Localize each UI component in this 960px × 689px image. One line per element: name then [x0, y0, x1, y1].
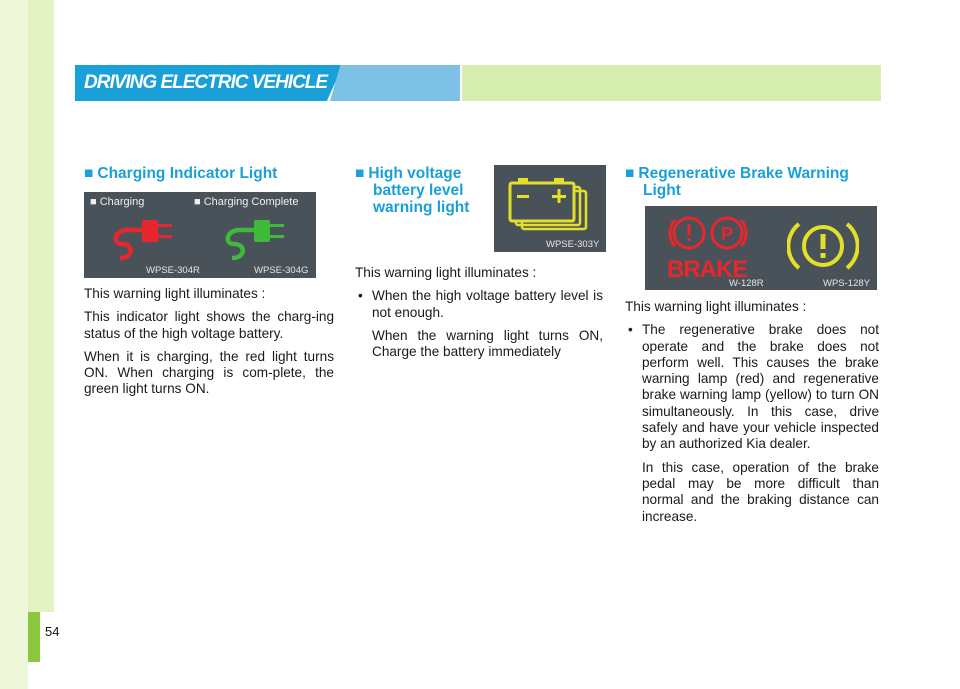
- battery-code: WPSE-303Y: [546, 239, 600, 250]
- code-left: WPSE-304R: [146, 265, 200, 276]
- brake-warning-icon: [667, 214, 751, 280]
- battery-warning-panel: [494, 165, 606, 252]
- green-plug-icon: [224, 214, 294, 262]
- charging-complete-label: ■ Charging Complete: [194, 196, 299, 208]
- regen-brake-heading: ■ Regenerative Brake Warning Light: [625, 165, 887, 199]
- brake-code-left: W-128R: [729, 278, 764, 289]
- sub-paragraph: In this case, operation of the brake pedal may be more difficult than normal and the braking distance can increase.: [642, 459, 879, 524]
- heading-line: Light: [643, 182, 681, 199]
- intro: This warning light illuminates :: [355, 265, 537, 280]
- heading-line: battery level: [373, 182, 464, 199]
- intro: This warning light illuminates :: [625, 299, 807, 314]
- heading-line: warning light: [373, 199, 470, 216]
- charging-indicator-title: Charging Indicator Light: [97, 165, 278, 182]
- paragraph: This indicator light shows the charg-ing status of the high voltage battery.: [84, 309, 334, 341]
- charging-indicator-text: [84, 286, 334, 405]
- side-band: [28, 0, 54, 612]
- charging-label: ■ Charging: [90, 196, 145, 208]
- regen-brake-icon: [787, 218, 859, 274]
- page-edge: [0, 0, 28, 689]
- bullet-item: • The regenerative brake does not operate and the brake does not perform well. This causes the brake warning lamp (red) and regenerative brake warning lamp (yellow) to turn ON simultaneously. In this case, drive safely and have your vehicle inspected by an authorized Kia dealer.: [625, 322, 879, 452]
- battery-warning-text: [355, 265, 603, 367]
- paragraph: This warning light illuminates :: [84, 286, 266, 301]
- regen-brake-text: [625, 299, 879, 532]
- bullet-item: • When the high voltage battery level is not enough.: [355, 288, 603, 321]
- page-number-marker: [28, 612, 40, 662]
- svg-text:P: P: [721, 224, 734, 244]
- charging-indicator-heading: ■ Charging Indicator Light: [84, 165, 278, 182]
- battery-warning-heading: ■ High voltage battery level warning light: [355, 165, 495, 216]
- page-number: 54: [45, 624, 60, 639]
- red-plug-icon: [112, 214, 182, 262]
- paragraph: When it is charging, the red light turns ON. When charging is com-plete, the green light turns ON.: [84, 348, 334, 397]
- brake-text: BRAKE: [667, 256, 748, 280]
- regen-brake-panel: [645, 206, 877, 290]
- header-band: [462, 65, 881, 101]
- brake-code-right: WPS-128Y: [823, 278, 870, 289]
- heading-line: Regenerative Brake Warning: [638, 165, 849, 182]
- section-title: DRIVING ELECTRIC VEHICLE: [84, 72, 328, 93]
- battery-icon: [508, 177, 592, 235]
- charging-indicator-panel: [84, 192, 316, 278]
- code-right: WPSE-304G: [254, 265, 309, 276]
- header-accent: [330, 65, 460, 101]
- heading-line: High voltage: [368, 165, 462, 182]
- sub-paragraph: When the warning light turns ON, Charge the battery immediately: [372, 327, 603, 360]
